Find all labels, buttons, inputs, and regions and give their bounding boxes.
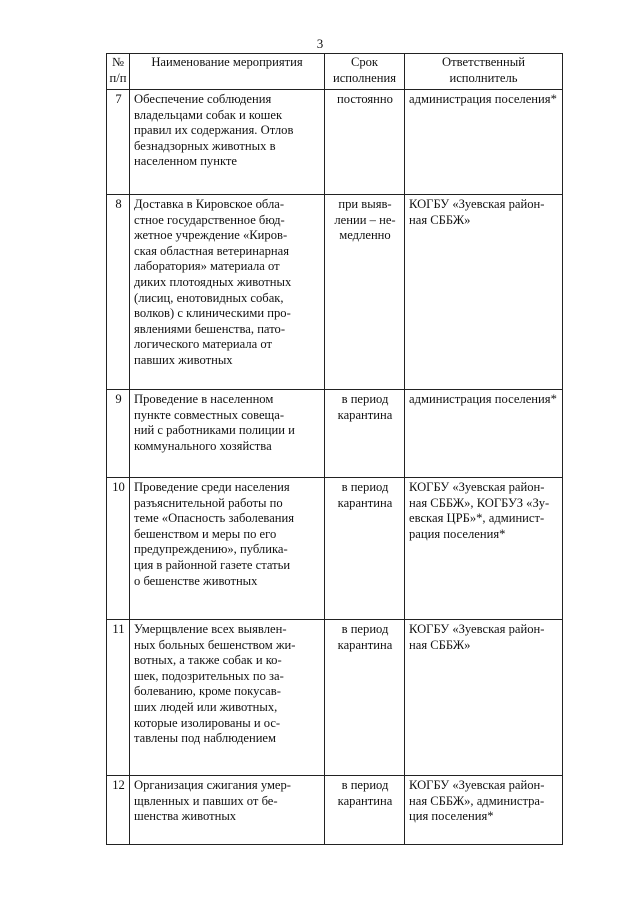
responsible-line: КОГБУ «Зуевская район- xyxy=(409,480,545,494)
measure-name-line: (лисиц, енотовидных собак, xyxy=(134,290,284,305)
measure-name-line: волков) с клиническими про- xyxy=(134,306,291,321)
measure-name-line: теме «Опасность заболевания xyxy=(134,511,295,526)
measure-name-line: бешенством и меры по его xyxy=(134,526,277,541)
term-line: карантина xyxy=(337,637,393,652)
measure-name-line: стное государственное бюд- xyxy=(134,212,285,227)
term-line: в период xyxy=(341,622,389,636)
measures-table xyxy=(106,53,563,845)
measure-name-line: шек, подозрительных по за- xyxy=(134,668,284,683)
measure-name-line: Умерщвление всех выявлен- xyxy=(134,622,287,636)
header-number xyxy=(107,54,130,90)
measure-name-line: вотных, а также собак и ко- xyxy=(134,653,282,668)
measure-name-cell xyxy=(130,478,325,620)
header-number-line: № xyxy=(111,55,125,69)
responsible-cell xyxy=(405,478,563,620)
term-line: в период xyxy=(341,778,389,792)
header-term-line: Срок xyxy=(350,55,379,69)
table-row xyxy=(107,390,563,478)
measure-name-line: безнадзорных животных в xyxy=(134,138,276,153)
measure-name-line: щвленных и павших от бе- xyxy=(134,793,278,808)
measure-name-line: предупреждению», публика- xyxy=(134,542,288,557)
measure-name-line: Организация сжигания умер- xyxy=(134,778,291,792)
measure-name-cell xyxy=(130,620,325,776)
row-number: 12 xyxy=(107,776,130,845)
measure-name-line: Обеспечение соблюдения xyxy=(134,92,272,106)
measure-name-line: ных больных бешенством жи- xyxy=(134,637,296,652)
measure-name-line: населенном пункте xyxy=(134,154,238,169)
measure-name-line: павших животных xyxy=(134,352,233,367)
term-line: карантина xyxy=(337,407,393,422)
measure-name-line: ших людей или животных, xyxy=(134,699,278,714)
measure-name-cell xyxy=(130,776,325,845)
responsible-line: ция поселения* xyxy=(409,809,494,824)
measure-name-line: которые изолированы и ос- xyxy=(134,715,281,730)
term-line: медленно xyxy=(339,228,391,243)
table-row xyxy=(107,776,563,845)
measure-name-line: Доставка в Кировское обла- xyxy=(134,197,285,211)
responsible-line: КОГБУ «Зуевская район- xyxy=(409,778,545,792)
term-line: карантина xyxy=(337,495,393,510)
term-line: лении – не- xyxy=(334,212,396,227)
measure-name-line: болеванию, кроме покусав- xyxy=(134,684,281,699)
responsible-line: КОГБУ «Зуевская район- xyxy=(409,622,545,636)
header-responsible-line: исполнитель xyxy=(449,70,518,85)
responsible-line: администрация поселения* xyxy=(409,92,557,106)
header-term-line: исполнения xyxy=(332,70,397,85)
measure-name-line: явлениями бешенства, пато- xyxy=(134,321,286,336)
row-number: 8 xyxy=(107,195,130,390)
measure-name-line: ний с работниками полиции и xyxy=(134,423,295,438)
table-row xyxy=(107,90,563,195)
responsible-cell xyxy=(405,90,563,195)
row-number: 10 xyxy=(107,478,130,620)
term-cell xyxy=(325,195,405,390)
responsible-cell xyxy=(405,776,563,845)
measure-name-line: логического материала от xyxy=(134,337,273,352)
measure-name-line: диких плотоядных животных xyxy=(134,274,292,289)
measure-name-line: ская областная ветеринарная xyxy=(134,243,290,258)
table-header-row xyxy=(107,54,563,90)
measure-name-line: владельцами собак и кошек xyxy=(134,107,283,122)
responsible-line: ная СББЖ», администра- xyxy=(409,793,545,808)
term-cell xyxy=(325,620,405,776)
responsible-line: ная СББЖ» xyxy=(409,637,471,652)
measure-name-line: жетное учреждение «Киров- xyxy=(134,228,288,243)
measure-name-line: шенства животных xyxy=(134,809,237,824)
page-number: 3 xyxy=(316,36,324,51)
row-number: 7 xyxy=(107,90,130,195)
measure-name-line: лаборатория» материала от xyxy=(134,259,280,274)
responsible-line: администрация поселения* xyxy=(409,392,557,406)
row-number: 9 xyxy=(107,390,130,478)
term-cell xyxy=(325,390,405,478)
table-row xyxy=(107,620,563,776)
responsible-line: КОГБУ «Зуевская район- xyxy=(409,197,545,211)
measure-name-line: тавлены под наблюдением xyxy=(134,731,276,746)
term-line: при выяв- xyxy=(338,197,392,211)
row-number: 11 xyxy=(107,620,130,776)
term-cell xyxy=(325,776,405,845)
term-cell xyxy=(325,90,405,195)
term-line: в период xyxy=(341,480,389,494)
responsible-cell xyxy=(405,195,563,390)
header-term xyxy=(325,54,405,90)
measure-name-cell xyxy=(130,195,325,390)
term-line: карантина xyxy=(337,793,393,808)
header-name xyxy=(130,54,325,90)
measure-name-cell xyxy=(130,390,325,478)
responsible-line: ная СББЖ» xyxy=(409,212,471,227)
measure-name-line: разъяснительной работы по xyxy=(134,495,283,510)
measure-name-line: Проведение в населенном xyxy=(134,392,274,406)
measure-name-line: коммунального хозяйства xyxy=(134,438,272,453)
responsible-line: ная СББЖ», КОГБУЗ «Зу- xyxy=(409,495,550,510)
term-line: постоянно xyxy=(337,92,393,106)
measure-name-line: пункте совместных совеща- xyxy=(134,407,285,422)
header-responsible xyxy=(405,54,563,90)
table-row xyxy=(107,195,563,390)
responsible-line: евская ЦРБ»*, админист- xyxy=(409,511,545,526)
responsible-line: рация поселения* xyxy=(409,526,506,541)
measure-name-cell xyxy=(130,90,325,195)
measure-name-line: правил их содержания. Отлов xyxy=(134,123,294,138)
responsible-cell xyxy=(405,620,563,776)
header-number-line: п/п xyxy=(109,70,127,85)
header-responsible-line: Ответственный xyxy=(442,55,525,69)
measure-name-line: о бешенстве животных xyxy=(134,573,258,588)
term-line: в период xyxy=(341,392,389,406)
header-name-line: Наименование мероприятия xyxy=(151,55,303,69)
term-cell xyxy=(325,478,405,620)
measure-name-line: Проведение среди населения xyxy=(134,480,290,494)
measure-name-line: ция в районной газете статьи xyxy=(134,557,291,572)
table-row xyxy=(107,478,563,620)
responsible-cell xyxy=(405,390,563,478)
